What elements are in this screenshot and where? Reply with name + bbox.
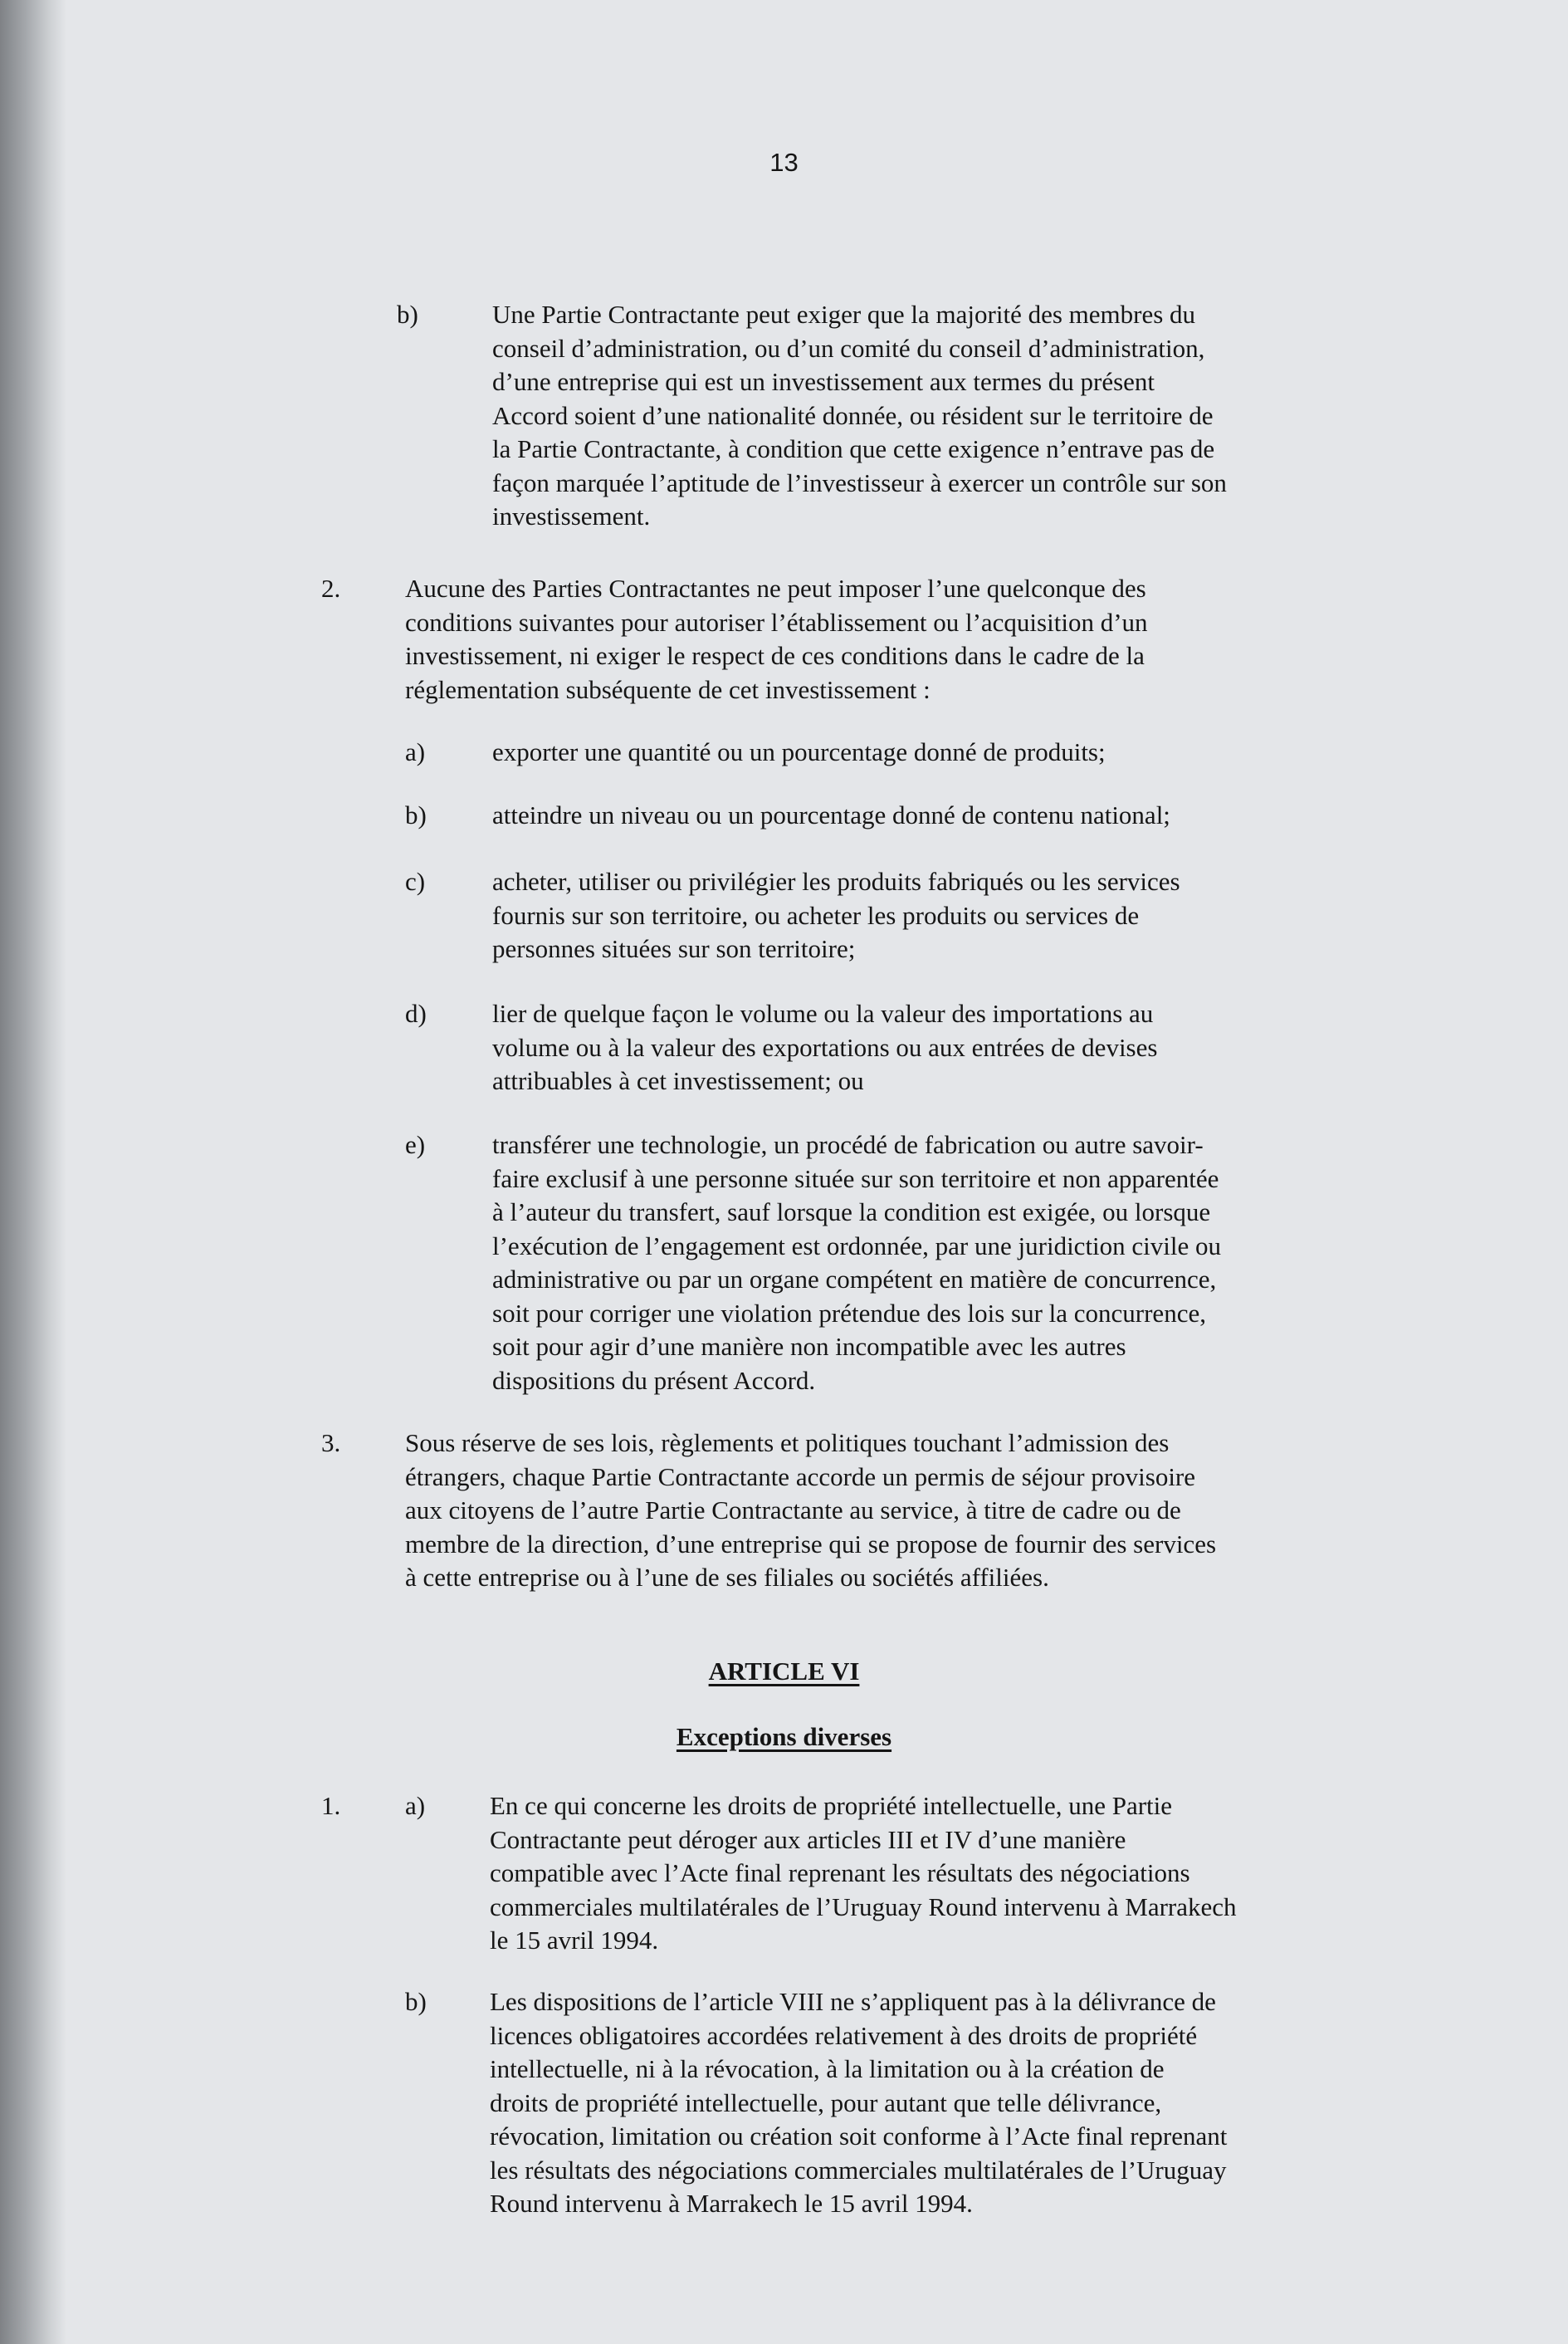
text-line: conditions suivantes pour autoriser l’établissement ou l’acquisition d’un xyxy=(405,607,1148,637)
text-line: à l’auteur du transfert, sauf lorsque la condition est exigée, ou lorsque xyxy=(492,1197,1211,1226)
text-line: Contractante peut déroger aux articles III et IV d’une manière xyxy=(490,1824,1126,1854)
text-line: membre de la direction, d’une entreprise qui se propose de fournir des services xyxy=(405,1529,1217,1559)
text-line: réglementation subséquente de cet investissement : xyxy=(405,674,931,704)
item-label-b: b) xyxy=(405,800,427,829)
article-title-text: ARTICLE VI xyxy=(708,1656,860,1686)
text-line: Les dispositions de l’article VIII ne s’appliquent pas à la délivrance de xyxy=(490,1987,1216,2016)
item-label-e: e) xyxy=(405,1130,426,1159)
paragraph-number-2: 2. xyxy=(321,574,341,603)
item-label-b-top: b) xyxy=(397,300,418,329)
text-line: droits de propriété intellectuelle, pour autant que telle délivrance, xyxy=(490,2087,1162,2117)
text-line: attribuables à cet investissement; ou xyxy=(492,1066,864,1095)
text-line: commerciales multilatérales de l’Uruguay Round intervenu à Marrakech xyxy=(490,1891,1237,1921)
text-line: la Partie Contractante, à condition que cette exigence n’entrave pas de xyxy=(492,434,1215,463)
text-line: compatible avec l’Acte final reprenant les résultats des négociations xyxy=(490,1858,1190,1887)
item-d-text xyxy=(492,997,1157,1099)
text-line: aux citoyens de l’autre Partie Contractante au service, à titre de cadre ou de xyxy=(405,1495,1181,1524)
page-number: 13 xyxy=(769,148,799,177)
text-line: Une Partie Contractante peut exiger que la majorité des membres du xyxy=(492,300,1196,329)
article-item-a-text xyxy=(490,1789,1237,1958)
paragraph-2-text xyxy=(405,572,1148,707)
item-label-a: a) xyxy=(405,737,426,766)
text-line: atteindre un niveau ou un pourcentage donné de contenu national; xyxy=(492,800,1170,829)
text-line: étrangers, chaque Partie Contractante accorde un permis de séjour provisoire xyxy=(405,1461,1196,1491)
text-line: faire exclusif à une personne située sur son territoire et non apparentée xyxy=(492,1163,1219,1193)
text-line: investissement. xyxy=(492,502,651,531)
text-line: soit pour agir d’une manière non incompatible avec les autres xyxy=(492,1332,1126,1361)
text-line: le 15 avril 1994. xyxy=(490,1926,659,1955)
text-line: l’exécution de l’engagement est ordonnée, par une juridiction civile ou xyxy=(492,1231,1222,1260)
text-line: les résultats des négociations commerciales multilatérales de l’Uruguay xyxy=(490,2155,1227,2185)
article-subtitle xyxy=(0,1720,1568,1754)
text-line: dispositions du présent Accord. xyxy=(492,1365,816,1395)
text-line: à cette entreprise ou à l’une de ses filiales ou sociétés affiliées. xyxy=(405,1563,1049,1592)
text-line: intellectuelle, ni à la révocation, à la limitation ou à la création de xyxy=(490,2054,1165,2083)
text-line: transférer une technologie, un procédé de fabrication ou autre savoir- xyxy=(492,1130,1204,1159)
text-line: Round intervenu à Marrakech le 15 avril 1994. xyxy=(490,2189,973,2218)
text-line: fournis sur son territoire, ou acheter les produits ou services de xyxy=(492,900,1140,930)
text-line: licences obligatoires accordées relativement à des droits de propriété xyxy=(490,2020,1198,2050)
text-line: personnes situées sur son territoire; xyxy=(492,934,856,963)
text-line: lier de quelque façon le volume ou la valeur des importations au xyxy=(492,999,1154,1028)
item-b-top-text xyxy=(492,298,1227,534)
text-line: façon marquée l’aptitude de l’investisseur à exercer un contrôle sur son xyxy=(492,467,1227,497)
paragraph-3-text xyxy=(405,1426,1216,1595)
article-title xyxy=(0,1655,1568,1688)
text-line: administrative ou par un organe compétent en matière de concurrence, xyxy=(492,1265,1217,1294)
text-line: d’une entreprise qui est un investissement aux termes du présent xyxy=(492,367,1155,396)
text-line: acheter, utiliser ou privilégier les produits fabriqués ou les services xyxy=(492,867,1180,896)
article-item-label-a: a) xyxy=(405,1791,426,1820)
text-line: Sous réserve de ses lois, règlements et politiques touchant l’admission des xyxy=(405,1428,1170,1457)
text-line: conseil d’administration, ou d’un comité du conseil d’administration, xyxy=(492,333,1205,363)
item-b-text xyxy=(492,799,1170,833)
text-line: Aucune des Parties Contractantes ne peut imposer l’une quelconque des xyxy=(405,574,1146,603)
paragraph-number-3: 3. xyxy=(321,1428,341,1457)
text-line: En ce qui concerne les droits de propriété intellectuelle, une Partie xyxy=(490,1791,1173,1820)
article-item-label-b: b) xyxy=(405,1987,427,2016)
item-label-d: d) xyxy=(405,999,427,1028)
item-a-text xyxy=(492,736,1106,770)
text-line: révocation, limitation ou création soit conforme à l’Acte final reprenant xyxy=(490,2121,1228,2151)
text-line: Accord soient d’une nationalité donnée, ou résident sur le territoire de xyxy=(492,400,1214,430)
item-c-text xyxy=(492,865,1180,966)
item-label-c: c) xyxy=(405,867,426,896)
text-line: volume ou à la valeur des exportations ou aux entrées de devises xyxy=(492,1032,1158,1062)
text-line: soit pour corriger une violation prétendue des lois sur la concurrence, xyxy=(492,1298,1206,1328)
text-line: exporter une quantité ou un pourcentage donné de produits; xyxy=(492,737,1106,766)
article-item-b-text xyxy=(490,1985,1227,2221)
article-paragraph-number-1: 1. xyxy=(321,1791,341,1820)
article-subtitle-text: Exceptions diverses xyxy=(676,1722,892,1751)
scan-page-edge-shadow xyxy=(0,0,66,2344)
item-e-text xyxy=(492,1128,1221,1397)
text-line: investissement, ni exiger le respect de ces conditions dans le cadre de la xyxy=(405,641,1145,670)
